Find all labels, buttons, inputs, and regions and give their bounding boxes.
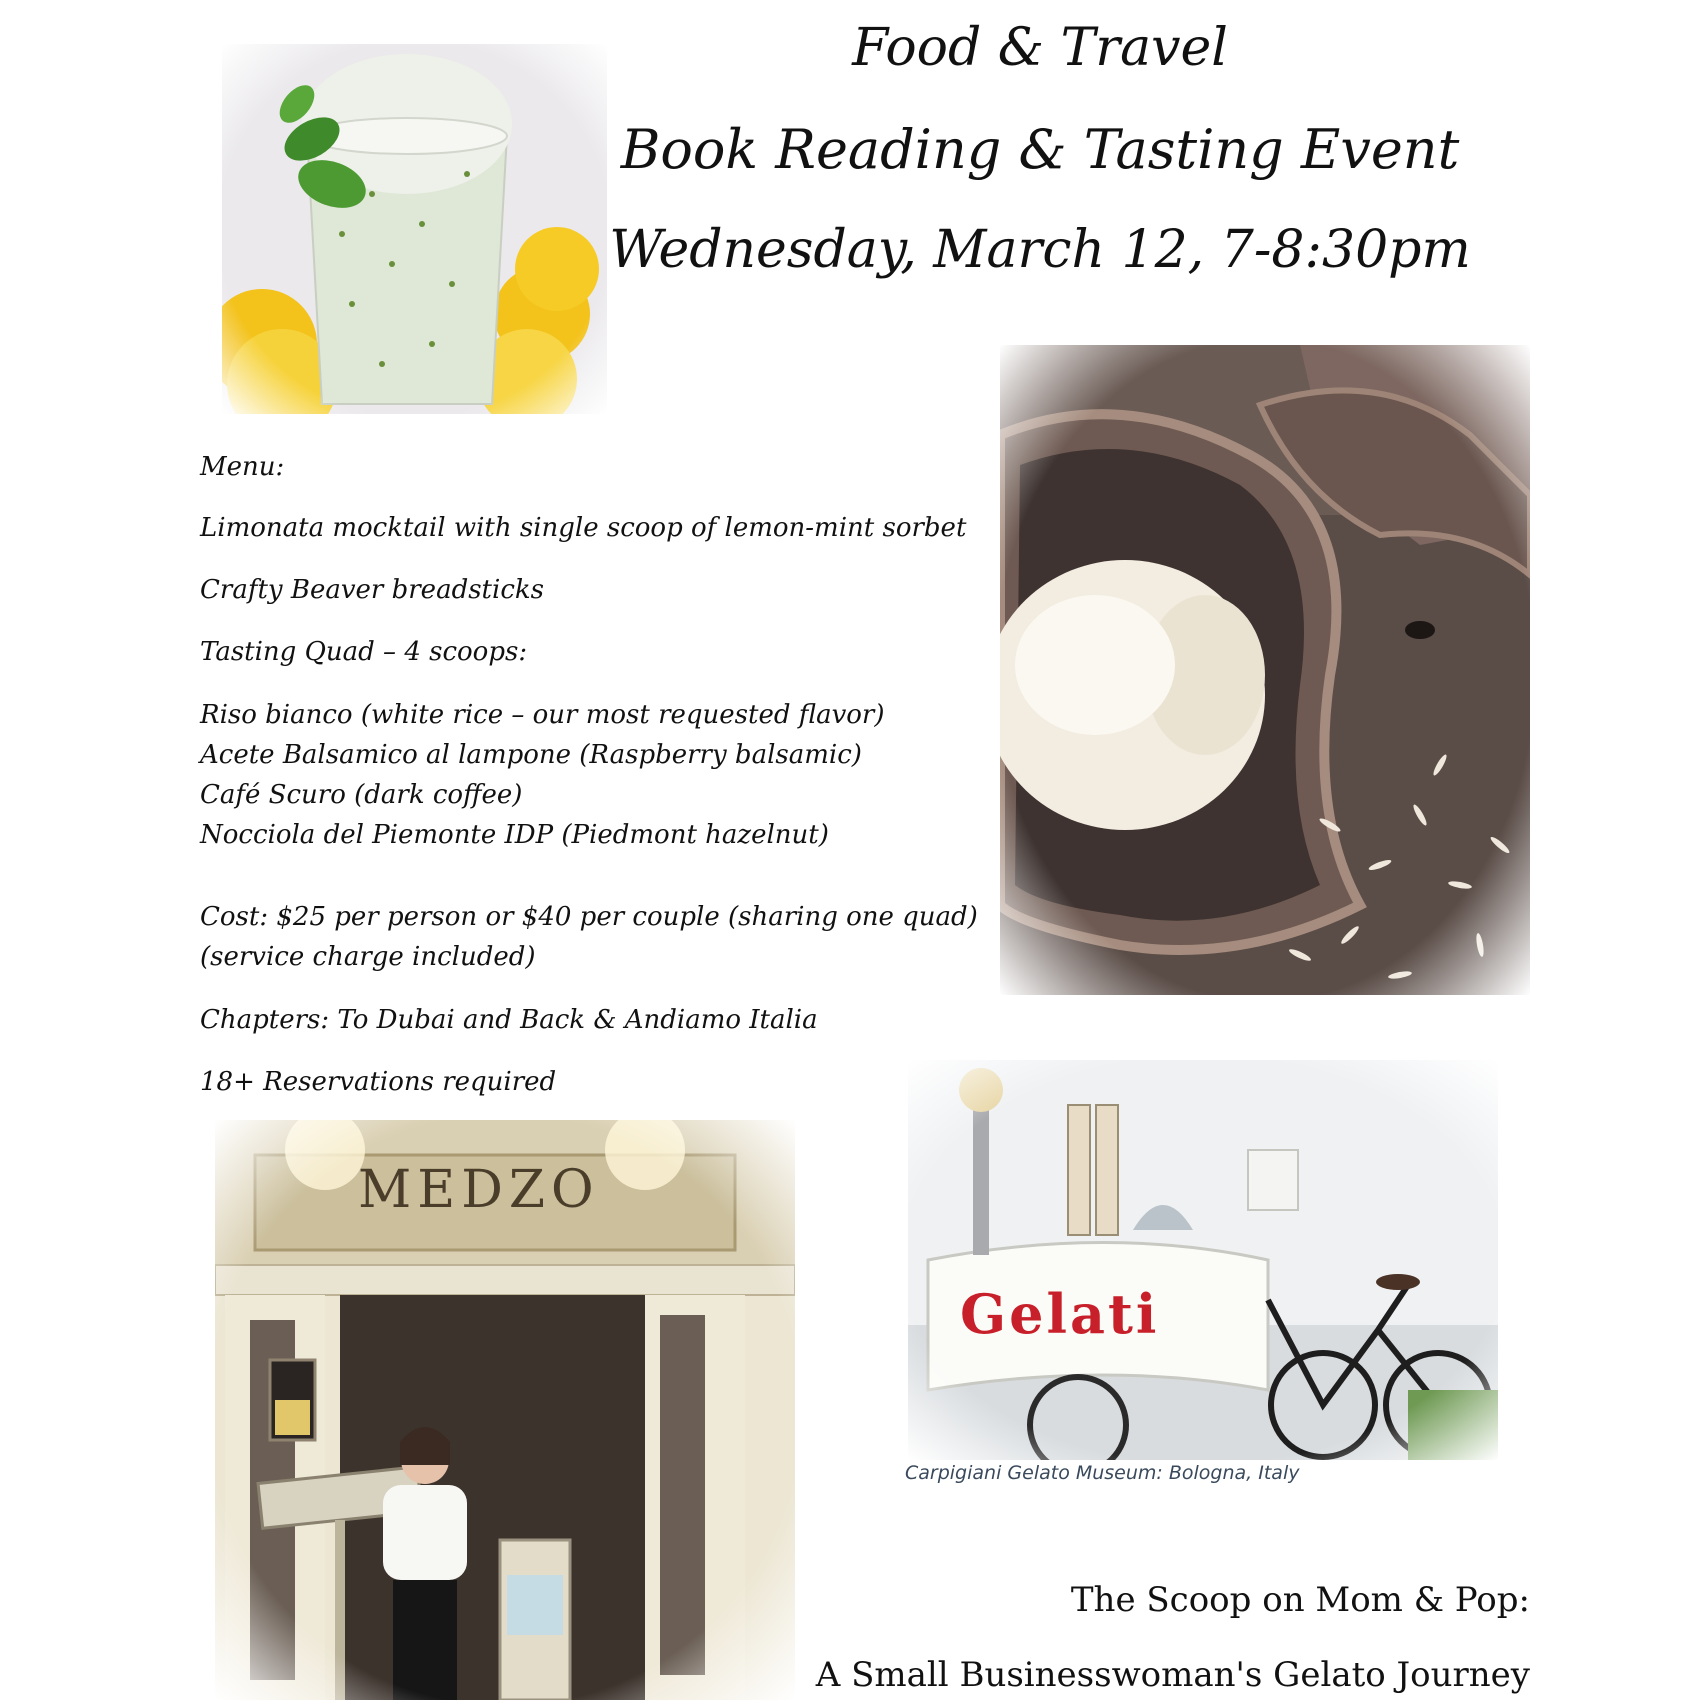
menu-item-snack: Crafty Beaver breadsticks bbox=[200, 575, 544, 605]
restaurant-sign-text: MEDZO bbox=[358, 1160, 600, 1220]
flavor-item: Acete Balsamico al lampone (Raspberry balsamic) bbox=[200, 740, 862, 770]
cost-line: Cost: $25 per person or $40 per couple (sharing one quad) bbox=[200, 902, 978, 932]
reservations-line: 18+ Reservations required bbox=[200, 1067, 557, 1097]
book-title-line-1: The Scoop on Mom & Pop: bbox=[1070, 1580, 1530, 1620]
menu-heading: Menu: bbox=[200, 452, 285, 482]
tasting-quad-heading: Tasting Quad – 4 scoops: bbox=[200, 637, 528, 667]
title-line-3: Wednesday, March 12, 7-8:30pm bbox=[609, 220, 1471, 280]
cart-photo-caption: Carpigiani Gelato Museum: Bologna, Italy bbox=[905, 1462, 1300, 1484]
book-title-line-2: A Small Businesswoman's Gelato Journey bbox=[815, 1655, 1530, 1695]
title-line-2: Book Reading & Tasting Event bbox=[620, 118, 1460, 181]
cost-note: (service charge included) bbox=[200, 942, 536, 972]
gelato-dish-photo bbox=[1000, 345, 1530, 995]
cart-sign-text: Gelati bbox=[960, 1282, 1160, 1346]
mocktail-photo bbox=[222, 44, 607, 414]
chapters-line: Chapters: To Dubai and Back & Andiamo Italia bbox=[200, 1005, 818, 1035]
gelato-cart-photo bbox=[908, 1060, 1498, 1460]
title-line-1: Food & Travel bbox=[852, 18, 1228, 78]
menu-item-drink: Limonata mocktail with single scoop of lemon-mint sorbet bbox=[200, 513, 967, 543]
flavor-item: Café Scuro (dark coffee) bbox=[200, 780, 523, 810]
flavor-item: Nocciola del Piemonte IDP (Piedmont hazelnut) bbox=[200, 820, 829, 850]
flavor-item: Riso bianco (white rice – our most requested flavor) bbox=[200, 700, 885, 730]
